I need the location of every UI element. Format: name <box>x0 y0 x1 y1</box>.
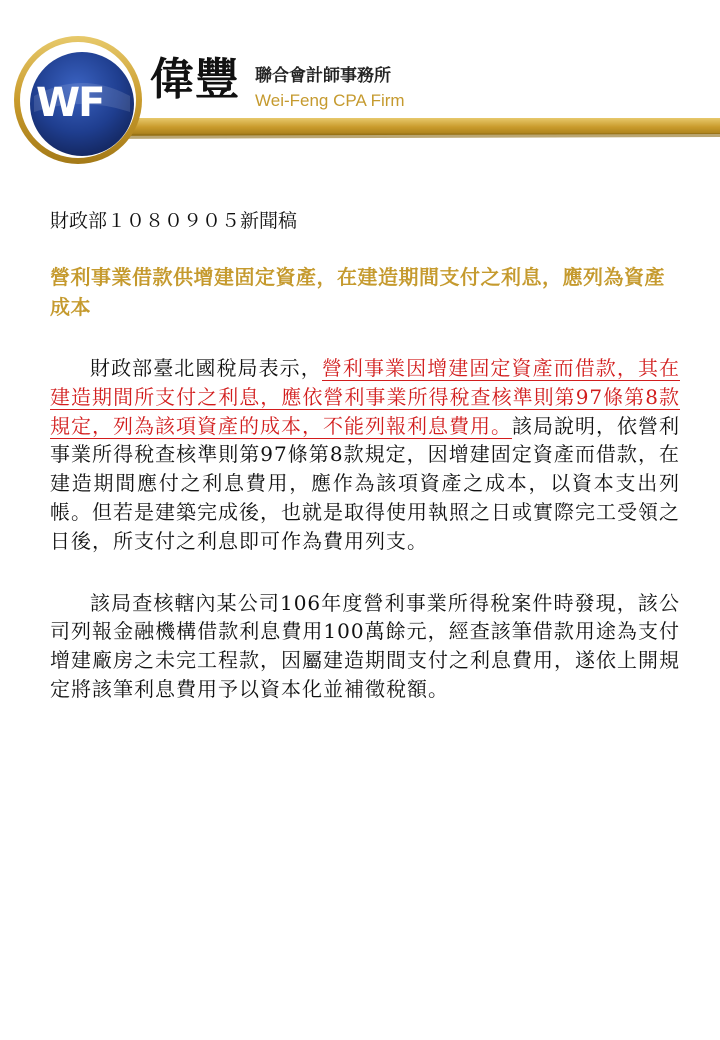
paragraph-1-rest: 該局說明，依營利事業所得稅查核準則第97條第8款規定，因增建固定資產而借款，在建造期間應付之利息費用，應作為該項資產之成本，以資本支出列帳。但若是建築完成後，也就是取得使用執照之日或實際完工受領之日後，所支付之利息即可作為費用列支。 <box>50 413 680 553</box>
paragraph-1-lead: 財政部臺北國稅局表示， <box>90 356 322 380</box>
header <box>0 0 720 190</box>
brand-name-chinese: 偉豐 <box>150 54 240 105</box>
logo-text: WF <box>36 80 104 126</box>
brand-name-english: Wei-Feng CPA Firm <box>255 91 405 110</box>
document-body <box>50 206 680 737</box>
brand-subtitle-chinese: 聯合會計師事務所 <box>255 66 391 86</box>
paragraph-2: 該局查核轄內某公司106年度營利事業所得稅案件時發現，該公司列報金融機構借款利息費用100萬餘元，經查該筆借款用途為支付增建廠房之未完工程款，因屬建造期間支付之利息費用，遂依上開規定將該筆利息費用予以資本化並補徵稅額。 <box>50 590 680 701</box>
headline: 營利事業借款供增建固定資產，在建造期間支付之利息，應列為資產成本 <box>50 265 665 319</box>
paragraph-1 <box>50 354 680 556</box>
highlighted-text: 營利事業因增建固定資產而借款，其在建造期間所支付之利息，應依營利事業所得稅查核準則第97條第8款規定，列為該項資產的成本，不能列報利息費用。 <box>50 356 681 438</box>
news-release-title: 財政部１０８０９０５新聞稿 <box>50 210 298 232</box>
